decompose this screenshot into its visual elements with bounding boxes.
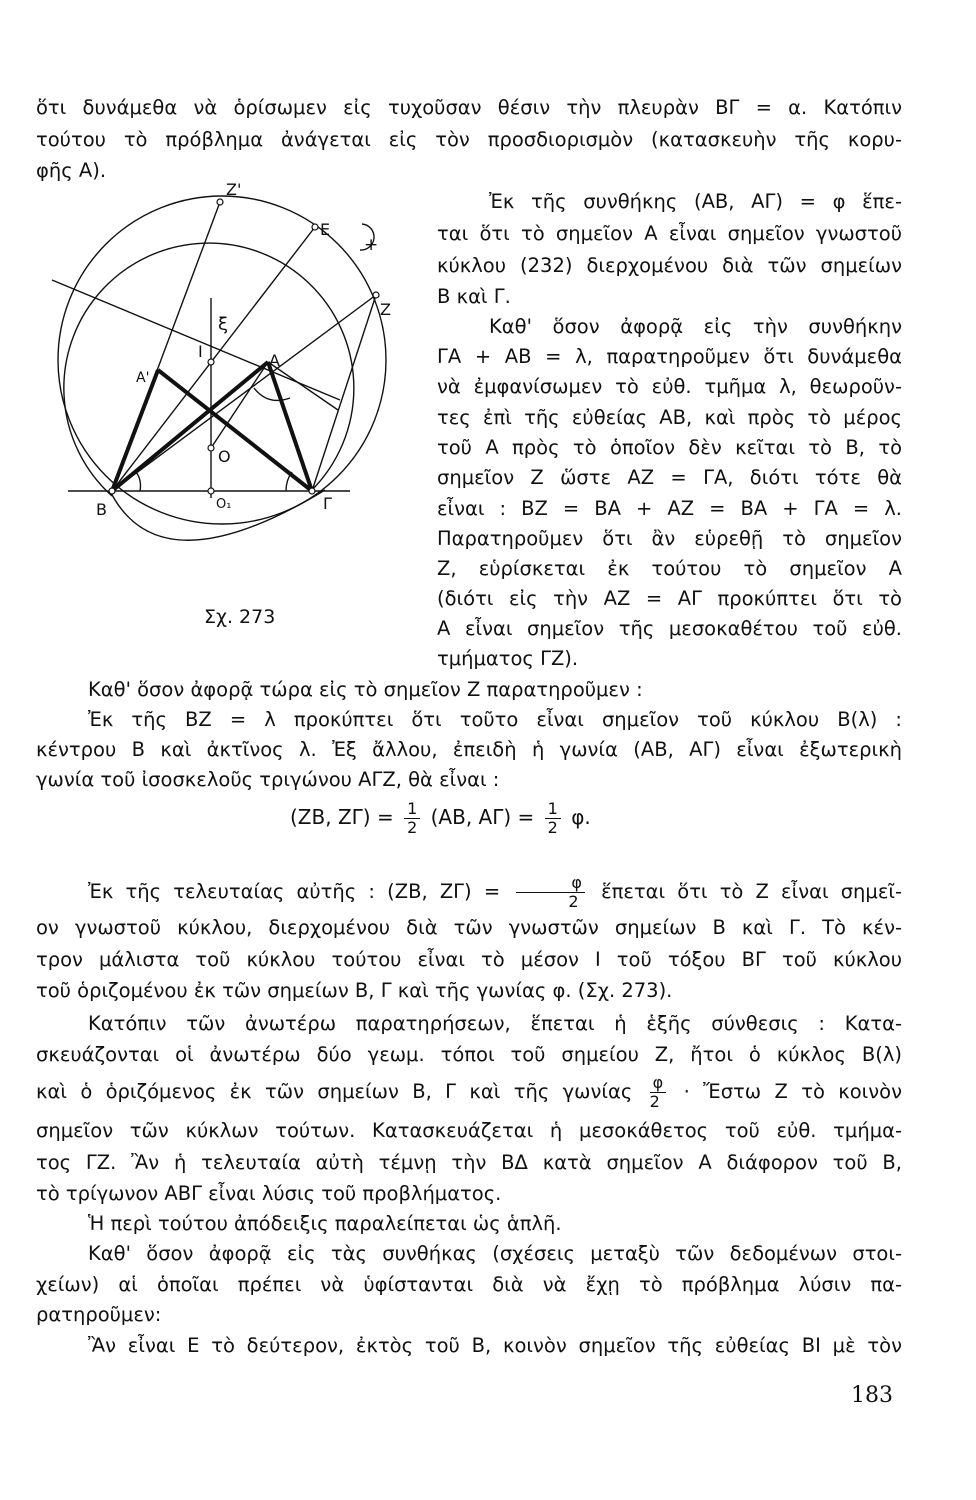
label-zprime: Ζ' [226,180,242,199]
label-a: Α [269,351,280,370]
large-circle [58,196,386,524]
text-line: Β καὶ Γ. [437,285,511,308]
text-line: ον γνωστοῦ κύκλου, διερχομένου διὰ τῶν γνωστῶν σημείων Β καὶ Γ. Τὸ κέν- [36,916,902,939]
text-line: τοῦ Α πρὸς τὸ ὁποῖον δὲν κεῖται τὸ Β, τὸ [437,436,902,459]
label-xi: ξ [218,314,229,335]
text-line: Ἂν εἶναι Ε τὸ δεύτερον, ἐκτὸς τοῦ Β, κοινὸν σημεῖον τῆς εὐθείας ΒΙ μὲ τὸν [88,1334,902,1357]
geometry-figure [40,170,420,590]
text-line: Ἡ περὶ τούτου ἀπόδειξις παραλείπεται ὡς ἁπλῆ. [88,1212,562,1235]
text-line: νὰ ἐμφανίσωμεν τὸ εὐθ. τμῆμα λ, θεωροῦν- [437,375,902,398]
point-zprime [217,199,223,205]
text-line: σημεῖον τῶν κύκλων τούτων. Κατασκευάζεται ἡ μεσοκάθετος τοῦ εὐθ. τμήμα- [36,1119,902,1142]
text-line: Κατόπιν τῶν ἀνωτέρω παρατηρήσεων, ἕπεται ἡ ἑξῆς σύνθεσις : Κατα- [88,1012,902,1035]
point-z [373,292,379,298]
text-line: τούτου τὸ πρόβλημα ἀνάγεται εἰς τὸν προσδιορισμὸν (κατασκευὴν τῆς κορυ- [36,128,902,151]
angle-arc-b [136,472,141,491]
label-o1: Ο₁ [216,497,232,512]
text-line: ται ὅτι τὸ σημεῖον Α εἶναι σημεῖον γνωστοῦ [437,222,902,245]
label-e: Ε [320,220,331,239]
text-line: Καθ' ὅσον ἀφορᾷ εἰς τὰς συνθήκας (σχέσεις μεταξὺ τῶν δεδομένων στοι- [88,1242,902,1265]
text-line: τρον μάλιστα τοῦ κύκλου τούτου εἶναι τὸ μέσον Ι τοῦ τόξου ΒΓ τοῦ κύκλου [36,948,902,971]
text-line: γωνία τοῦ ἰσοσκελοῦς τριγώνου ΑΓΖ, θὰ εἶναι : [36,768,500,791]
line-b-e [112,227,315,491]
text-line: τὸ τρίγωνον ΑΒΓ εἶναι λύσις τοῦ προβλήματος. [36,1182,502,1205]
text-line: Ἐκ τῆς συνθήκης (ΑΒ, ΑΓ) = φ ἕπε- [489,190,902,213]
point-o1 [208,488,214,494]
label-b: Β [96,500,107,519]
text-line: ΓΑ + ΑΒ = λ, παρατηροῦμεν ὅτι δυνάμεθα [437,345,902,368]
label-plus: + [364,235,379,255]
text-line: Α εἶναι σημεῖον τῆς μεσοκαθέτου τοῦ εὐθ. [437,617,902,640]
text-line: Καθ' ὅσον ἀφορᾷ τώρα εἰς τὸ σημεῖον Ζ παρατηροῦμεν : [88,678,643,701]
text-line: τες ἐπὶ τῆς εὐθείας ΑΒ, καὶ πρὸς τὸ μέρος [437,406,902,429]
point-i [208,359,214,365]
text-line: κέντρου Β καὶ ἀκτῖνος λ. Ἐξ ἄλλου, ἐπειδὴ ἡ γωνία (ΑΒ, ΑΓ) εἶναι ἐξωτερικὴ [36,738,902,761]
text-line: Καθ' ὅσον ἀφορᾷ εἰς τὴν συνθήκην [489,315,902,338]
text-line: Παρατηροῦμεν ὅτι ἂν εὑρεθῇ τὸ σημεῖον [437,527,902,550]
text-line: (διότι εἰς τὴν ΑΖ = ΑΓ προκύπτει ὅτι τὸ [437,587,902,610]
point-b [109,488,115,494]
equation: (ΖΒ, ΖΓ) = $\frac{1}{2}$ (ΑΒ, ΑΓ) = $\frac{1}{2}$ φ. [290,799,591,837]
label-o: Ο [218,447,231,466]
label-g: Γ [323,494,332,513]
label-aprime: Α' [136,370,150,386]
page-number: 183 [851,1383,893,1408]
text-line: εἶναι : ΒΖ = ΒΑ + ΑΖ = ΒΑ + ΓΑ = λ. [437,497,902,520]
text-line: κύκλου (232) διερχομένου διὰ τῶν σημείων [437,254,902,277]
point-o [208,445,214,451]
text-line: φῆς Α). [36,159,107,182]
point-g [309,488,315,494]
label-i: Ι [198,342,203,361]
small-circle [64,243,354,496]
text-line: Ἐκ τῆς ΒΖ = λ προκύπτει ὅτι τοῦτο εἶναι σημεῖον τοῦ κύκλου Β(λ) : [88,708,902,731]
text-line: τοῦ ὁριζομένου ἐκ τῶν σημείων Β, Γ καὶ τῆς γωνίας φ. (Σχ. 273). [36,979,673,1002]
angle-arc-a [254,388,290,400]
text-line: σκευάζονται οἱ ἀνωτέρω δύο γεωμ. τόποι τοῦ σημείου Ζ, ἤτοι ὁ κύκλος Β(λ) [36,1043,902,1066]
text-line: σημεῖον Ζ ὥστε ΑΖ = ΓΑ, διότι τότε θὰ [437,466,902,489]
text-line: Ἐκ τῆς τελευταίας αὐτῆς : (ΖΒ, ΖΓ) = $\frac{\varphi}{2}$ ἕπεται ὅτι τὸ Ζ εἶναι σημεῖ- [88,873,903,911]
text-line: καὶ ὁ ὁριζόμενος ἐκ τῶν σημείων Β, Γ καὶ τῆς γωνίας $\frac{\varphi}{2}$ · Ἔστω Ζ τὸ κοινὸν [36,1073,902,1111]
text-line: τμήματος ΓΖ). [437,647,579,670]
point-e [312,224,318,230]
text-line: ρατηροῦμεν: [36,1303,162,1326]
label-z: Ζ [380,300,391,319]
figure-caption: Σχ. 273 [204,606,276,628]
text-line: τος ΓΖ. Ἂν ἡ τελευταία αὐτὴ τέμνῃ τὴν ΒΔ κατὰ σημεῖον Α διάφορον τοῦ Β, [36,1151,902,1174]
line-b-z [112,295,376,491]
text-line: Ζ, εὑρίσκεται ἐκ τούτου τὸ σημεῖον Α [437,557,902,580]
text-line: χείων) αἱ ὁποῖαι πρέπει νὰ ὑφίστανται διὰ νὰ ἔχῃ τὸ πρόβλημα λύσιν πα- [36,1273,902,1296]
text-line: ὅτι δυνάμεθα νὰ ὁρίσωμεν εἰς τυχοῦσαν θέσιν τὴν πλευρὰν ΒΓ = α. Κατόπιν [36,96,902,119]
